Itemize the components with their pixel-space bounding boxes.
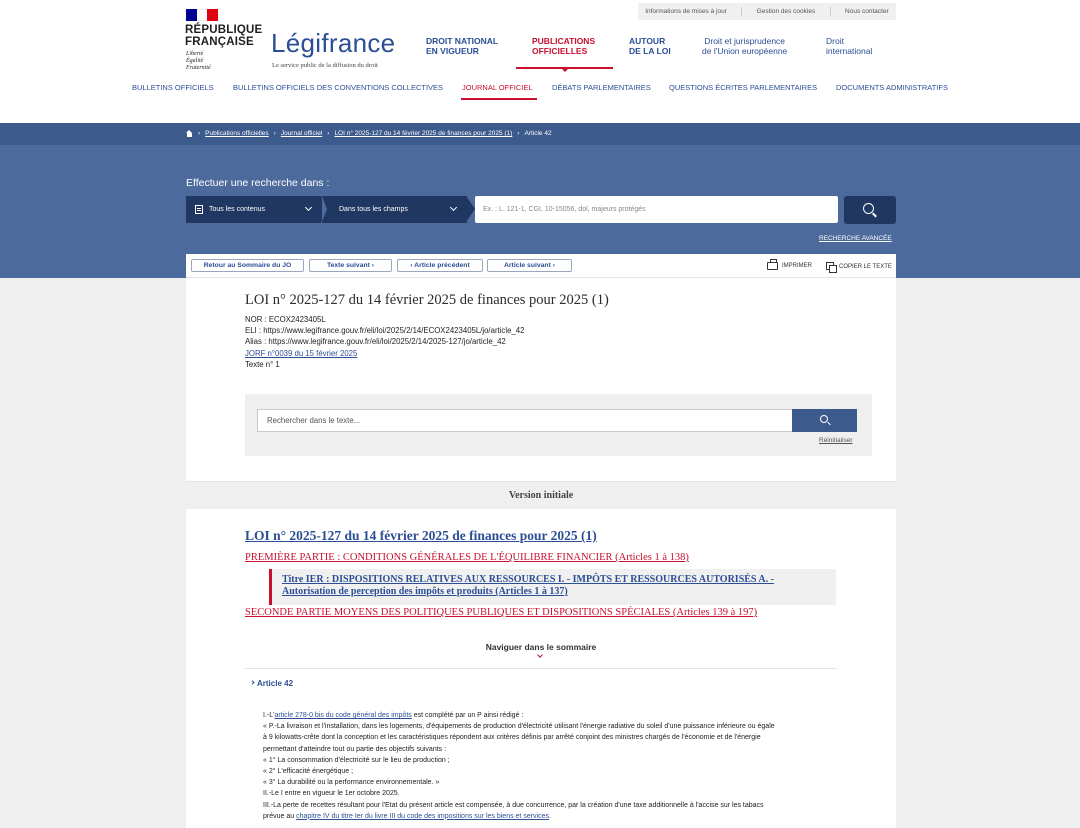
texte-number: Texte n° 1 [245,360,280,369]
breadcrumb-journal-officiel[interactable]: Journal officiel [280,130,323,137]
nav-line: AUTOUR [629,36,666,46]
subnav-documents-administratifs[interactable]: DOCUMENTS ADMINISTRATIFS [836,83,948,92]
nav-line: Droit [826,36,844,46]
motto-fraternite: Fraternité [186,65,211,71]
home-icon[interactable] [186,130,193,137]
field-select[interactable] [322,196,467,223]
subnav-bulletins-officiels[interactable]: BULLETINS OFFICIELS [132,83,214,92]
breadcrumb-separator: › [327,130,330,137]
eli-reference: ELI : https://www.legifrance.gouv.fr/eli/loi/2025/2/14/ECOX2423405L/jo/article_42 [245,326,525,335]
nav-droit-union-europeenne[interactable] [702,37,787,56]
previous-article-button[interactable]: ‹ Article précédent [397,259,483,272]
breadcrumb [0,123,1080,145]
print-label: IMPRIMER [782,263,812,269]
jorf-link[interactable]: JORF n°0039 du 15 février 2025 [245,349,358,358]
breadcrumb-separator: › [198,130,201,137]
republic-motto [186,51,211,72]
article-line: « 3° La durabilité ou la performance environnementale. » [263,779,440,787]
toc-part-2-link[interactable]: SECONDE PARTIE MOYENS DES POLITIQUES PUBLIQUES ET DISPOSITIONS SPÉCIALES (Articles 139 à 197) [245,607,758,618]
article-line: « P.-La livraison et l'installation, dans les logements, d'équipements de production d'électricité utilisant l'énergie radiative du soleil d'une puissance inférieure ou égale [263,723,775,731]
nav-line: DE LA LOI [629,45,671,56]
article-line: permettant d'atteindre tout ou partie des objectifs suivants : [263,745,447,753]
text-fragment: est complété par un P ainsi rédigé : [411,712,524,719]
nav-line: PUBLICATIONS [532,36,596,46]
text-search-button[interactable] [792,409,857,432]
field-select-value: Dans tous les champs [339,206,408,213]
print-button[interactable] [767,262,812,270]
breadcrumb-publications[interactable]: Publications officielles [205,130,269,137]
nor-reference: NOR : ECOX2423405L [245,315,326,324]
toc-titre-1-link[interactable]: Titre IER : DISPOSITIONS RELATIVES AUX RESSOURCES I. - IMPÔTS ET RESSOURCES AUTORISÉS A. - Autorisation de perception des impôts et produits (Articles 1 à 137) [282,574,774,597]
search-input[interactable]: Ex. : L. 121-1, CGI, 10-15056, dol, majeurs protégés [475,196,838,223]
article-line: III.-La perte de recettes résultant pour l'Etat du présent article est compensée, à due concurrence, par la création d'une taxe additionnelle à l'accise sur les tabacs [263,801,764,809]
marianne-flag-icon [186,9,218,21]
search-button[interactable] [844,196,896,224]
document-title: LOI n° 2025-127 du 14 février 2025 de finances pour 2025 (1) [245,292,609,308]
next-text-button[interactable]: Texte suivant › [309,259,392,272]
toc-part-1-link[interactable]: PREMIÈRE PARTIE : CONDITIONS GÉNÉRALES DE L'ÉQUILIBRE FINANCIER (Articles 1 à 138) [245,552,689,563]
nav-droit-national[interactable] [426,37,498,56]
motto-egalite: Égalité [186,58,204,64]
article-title[interactable]: Article 42 [257,679,294,688]
scope-select-value: Tous les contenus [209,206,266,213]
breadcrumb-loi[interactable]: LOI n° 2025-127 du 14 février 2025 de finances pour 2025 (1) [334,130,513,137]
article-line [263,710,843,721]
updates-link[interactable]: Informations de mises à jour [645,8,727,15]
nav-publications-officielles[interactable] [532,37,595,56]
sub-navigation [132,83,952,95]
copy-text-button[interactable] [826,262,892,271]
article-line [263,811,843,822]
search-label: Effectuer une recherche dans : [186,177,330,189]
toc-title-link[interactable]: LOI n° 2025-127 du 14 février 2025 de finances pour 2025 (1) [245,528,597,543]
active-subnav-underline [461,98,537,100]
toc-titre-1 [269,569,836,605]
subnav-questions-ecrites[interactable]: QUESTIONS ÉCRITES PARLEMENTAIRES [669,83,818,92]
nav-line: international [826,45,873,56]
breadcrumb-separator: › [517,130,520,137]
active-nav-caret-icon [561,68,569,72]
back-to-summary-button[interactable]: Retour au Sommaire du JO [191,259,304,272]
text-fragment: . [549,812,551,820]
nav-line: EN VIGUEUR [426,45,479,56]
breadcrumb-separator: › [273,130,276,137]
scope-select[interactable] [186,196,321,223]
cgi-article-link[interactable]: article 278-0 bis du code général des impôts [274,712,412,719]
nav-line: Droit et jurisprudence [704,36,786,46]
logo-line-republique: RÉPUBLIQUE [185,24,263,36]
text-search-input[interactable]: Rechercher dans le texte... [257,409,793,432]
printer-icon [767,262,778,270]
utility-bar [638,3,896,20]
text-fragment: prévue au [263,812,297,820]
version-header: Version initiale [186,481,896,509]
select-separator [466,196,475,222]
divider [245,668,837,669]
reset-link[interactable]: Réinitialiser [819,437,853,444]
subnav-bulletins-conventions[interactable]: BULLETINS OFFICIELS DES CONVENTIONS COLLECTIVES [233,83,444,92]
motto-liberte: Liberté [186,51,204,57]
copy-icon [826,262,835,271]
subnav-debats-parlementaires[interactable]: DÉBATS PARLEMENTAIRES [552,83,651,92]
advanced-search-link[interactable]: RECHERCHE AVANCÉE [819,235,892,242]
book-icon [195,205,203,214]
article-line: II.-Le I entre en vigueur le 1er octobre 2025. [263,790,400,798]
nav-line: de l'Union européenne [702,45,788,56]
search-icon [863,203,874,214]
article-line: à 9 kilowatts-crête dont la conception et les caractéristiques répondent aux critères définis par arrêté conjoint des ministres chargés de l'économie et de l'énergie [263,734,761,742]
text-fragment: I.-L' [263,712,275,719]
subnav-journal-officiel[interactable]: JOURNAL OFFICIEL [462,83,533,92]
next-article-button[interactable]: Article suivant › [487,259,572,272]
cibs-chapter-link[interactable]: chapitre IV du titre Ier du livre III du code des impositions sur les biens et services [296,812,549,820]
legifrance-brand[interactable]: Légifrance [271,28,396,58]
republique-francaise-logo[interactable] [185,24,262,48]
article-body [263,710,843,822]
article-line: « 1° La consommation d'électricité sur le lieu de production ; [263,756,450,764]
nav-droit-international[interactable] [826,37,872,56]
nav-autour-de-la-loi[interactable] [629,37,671,56]
alias-reference: Alias : https://www.legifrance.gouv.fr/eli/loi/2025/2/14/2025-127/jo/article_42 [245,337,506,346]
brand-tagline: Le service public de la diffusion du droit [272,62,378,69]
contact-link[interactable]: Nous contacter [845,8,889,15]
nav-line: DROIT NATIONAL [426,36,499,46]
nav-line: OFFICIELLES [532,45,588,56]
select-separator-notch [322,196,327,222]
logo-line-francaise: FRANÇAISE [185,36,254,48]
utility-separator [741,7,742,16]
cookies-link[interactable]: Gestion des cookies [756,8,816,15]
copy-label: COPIER LE TEXTE [839,263,892,270]
breadcrumb-current: Article 42 [524,130,552,137]
navigate-summary-toggle[interactable]: Naviguer dans le sommaire [485,642,597,652]
search-icon [820,415,828,423]
article-line: « 2° L'efficacité énergétique ; [263,768,354,776]
utility-separator [830,7,831,16]
